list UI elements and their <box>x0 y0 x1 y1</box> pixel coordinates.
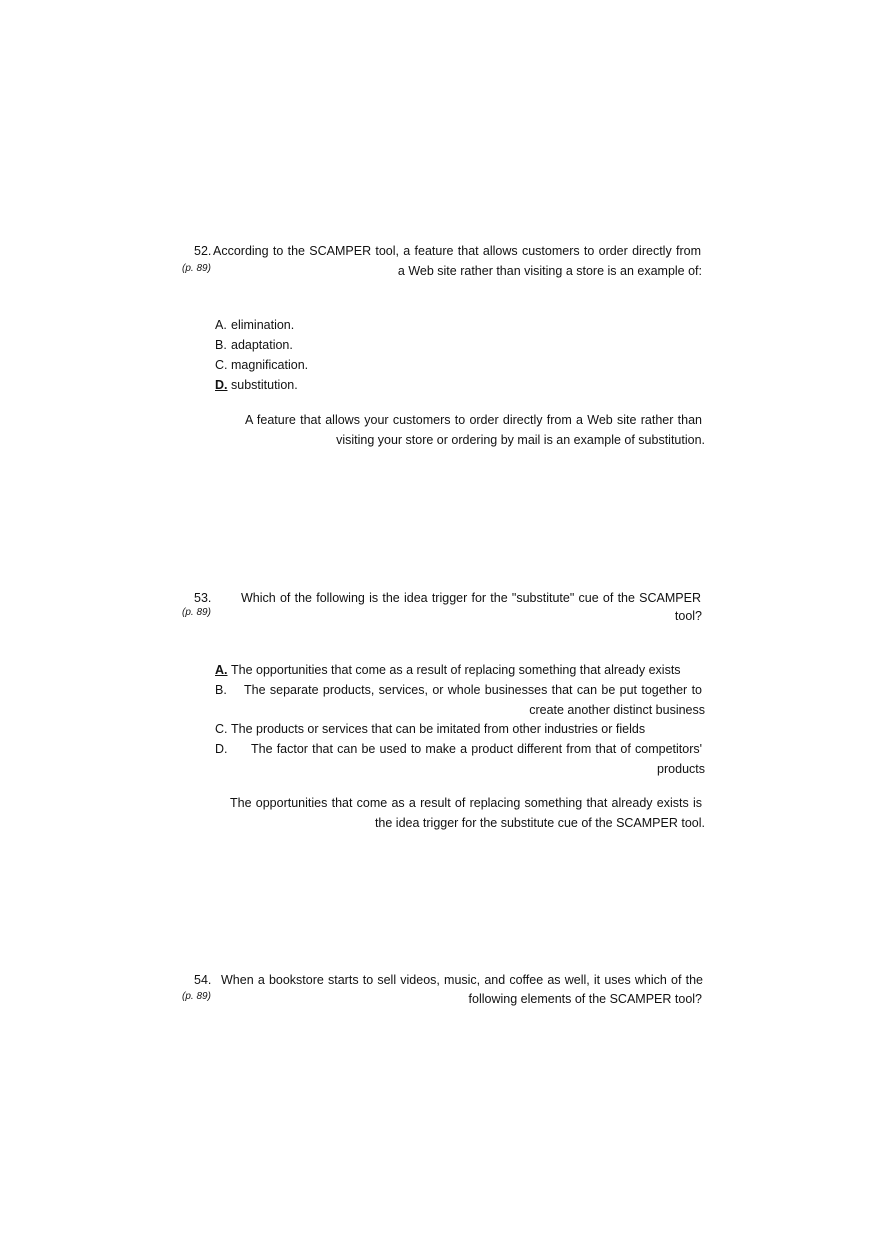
explanation-line-1: The opportunities that come as a result of replacing something that already exists is <box>230 796 702 810</box>
answer-choices-52 <box>215 316 705 396</box>
choice-letter: C. <box>215 358 228 372</box>
answer-choice-d[interactable] <box>215 740 705 779</box>
question-number: 53. <box>194 591 212 605</box>
choice-letter: D. <box>215 742 228 756</box>
question-number: 54. <box>194 973 212 987</box>
choice-text: The separate products, services, or whole businesses that can be put together to <box>244 683 702 697</box>
answer-choice-d-correct[interactable] <box>215 376 705 396</box>
question-stem-line-1: When a bookstore starts to sell videos, music, and coffee as well, it uses which of the <box>221 973 703 987</box>
choice-text: adaptation. <box>231 338 293 352</box>
choice-text-continuation: products <box>657 761 705 776</box>
choice-letter: C. <box>215 722 228 736</box>
choice-letter: A. <box>215 318 227 332</box>
choice-letter: B. <box>215 683 227 697</box>
answer-choice-c[interactable] <box>215 356 705 376</box>
answer-choice-a[interactable] <box>215 316 705 336</box>
page-reference: (p. 89) <box>182 991 211 1002</box>
choice-text: substitution. <box>231 378 298 392</box>
explanation-line-2: the idea trigger for the substitute cue of the SCAMPER tool. <box>374 816 705 830</box>
answer-choice-a-correct[interactable] <box>215 661 705 681</box>
choice-text: elimination. <box>231 318 295 332</box>
explanation-line-2: visiting your store or ordering by mail is an example of substitution. <box>336 433 705 447</box>
question-stem-line-2: tool? <box>674 609 702 623</box>
choice-text-continuation: create another distinct business <box>529 702 705 717</box>
answer-choices-53 <box>215 661 705 779</box>
answer-choice-b[interactable] <box>215 336 705 356</box>
choice-text: The opportunities that come as a result of replacing something that already exists <box>231 663 681 677</box>
choice-letter: B. <box>215 338 227 352</box>
explanation-line-1: A feature that allows your customers to order directly from a Web site rather than <box>245 413 702 427</box>
question-stem-line-1: According to the SCAMPER tool, a feature that allows customers to order directly from <box>213 244 701 258</box>
answer-choice-b[interactable] <box>215 681 705 720</box>
choice-letter-correct: A. <box>215 663 228 677</box>
choice-text: magnification. <box>231 358 309 372</box>
question-stem-line-2: a Web site rather than visiting a store is an example of: <box>397 264 702 278</box>
page-reference: (p. 89) <box>182 607 211 618</box>
question-stem-line-1: Which of the following is the idea trigger for the "substitute" cue of the SCAMPER <box>241 591 701 605</box>
choice-text: The factor that can be used to make a product different from that of competitors' <box>251 742 702 756</box>
choice-letter-correct: D. <box>215 378 228 392</box>
question-number: 52. <box>194 244 212 258</box>
page-reference: (p. 89) <box>182 263 211 274</box>
answer-choice-c[interactable] <box>215 720 705 740</box>
choice-text: The products or services that can be imitated from other industries or fields <box>231 722 646 736</box>
question-stem-line-2: following elements of the SCAMPER tool? <box>468 992 702 1006</box>
